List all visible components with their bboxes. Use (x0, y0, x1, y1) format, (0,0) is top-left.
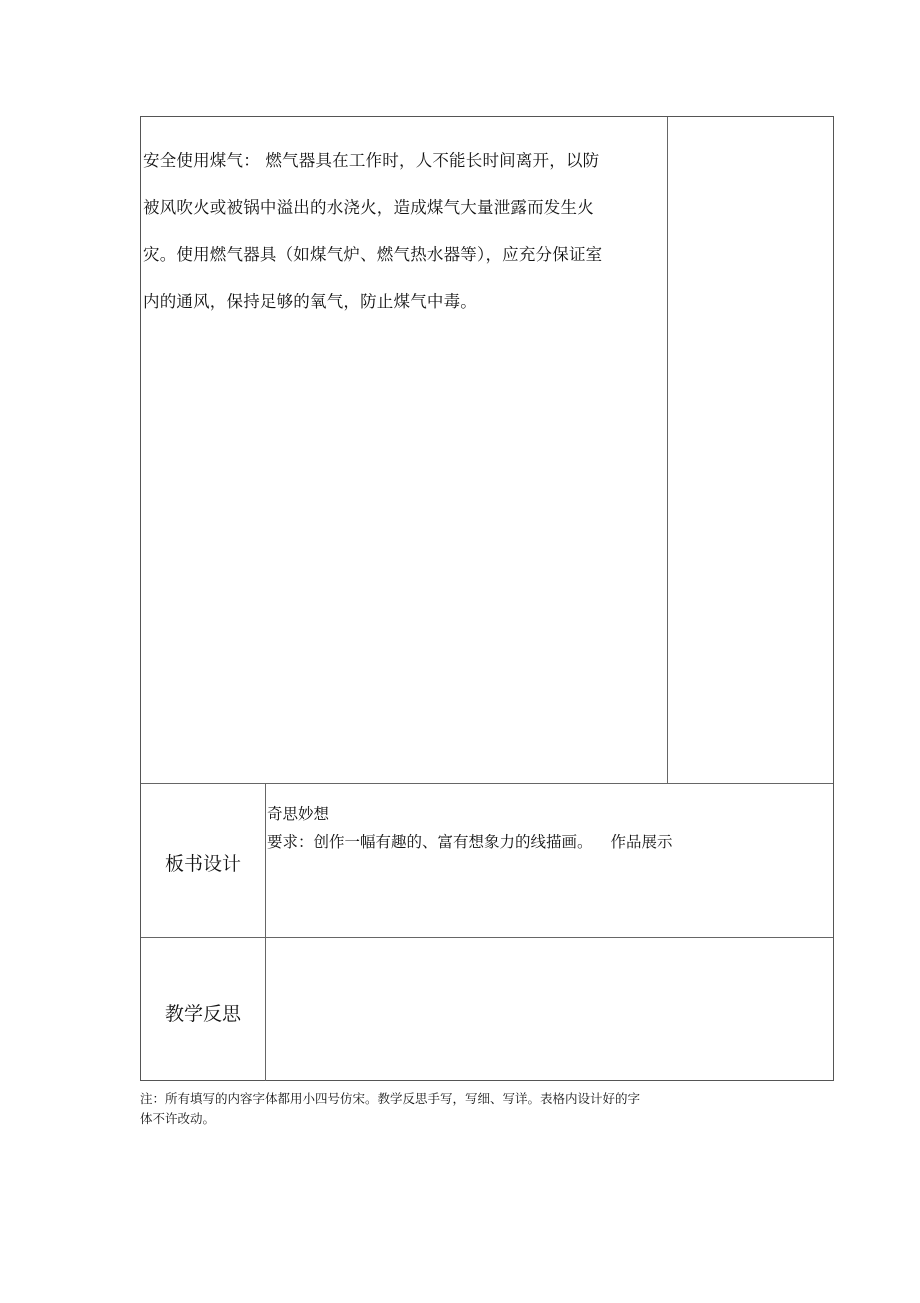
column-divider-content (667, 117, 668, 783)
board-requirement: 要求：创作一幅有趣的、富有想象力的线描画。 (267, 833, 593, 851)
row-divider-reflection (141, 937, 833, 938)
footnote-line: 体不许改动。 (140, 1111, 216, 1126)
board-design-content (267, 797, 673, 853)
footnote (140, 1089, 740, 1129)
paragraph-line: 灾。使用燃气器具（如煤气炉、燃气热水器等），应充分保证室 (143, 245, 603, 264)
board-requirement-line (267, 831, 673, 853)
paragraph-line: 内的通风，保持足够的氧气，防止煤气中毒。 (143, 292, 477, 311)
board-design-label: 板书设计 (164, 853, 241, 875)
paragraph-line: 安全使用煤气： 燃气器具在工作时，人不能长时间离开，以防 (143, 151, 600, 170)
footnote-line: 注：所有填写的内容字体都用小四号仿宋。教学反思手写，写细、写详。表格内设计好的字 (140, 1091, 641, 1106)
column-divider-label (265, 783, 266, 1081)
lesson-plan-table (140, 116, 834, 1081)
board-title: 奇思妙想 (267, 805, 330, 823)
safety-paragraph (143, 137, 643, 325)
paragraph-line: 被风吹火或被锅中溢出的水浇火，造成煤气大量泄露而发生火 (143, 198, 594, 217)
row-divider-board (141, 783, 833, 784)
board-display: 作品展示 (610, 833, 673, 851)
teaching-reflection-label: 教学反思 (164, 1003, 241, 1025)
